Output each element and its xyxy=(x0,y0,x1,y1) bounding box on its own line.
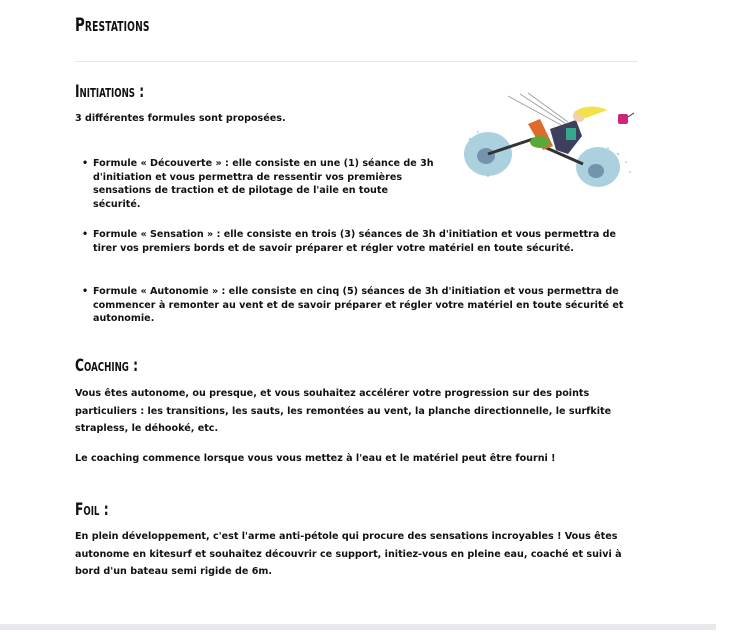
initiations-formula-list-2 xyxy=(82,228,638,255)
bullet-icon: • xyxy=(82,229,89,240)
formula-sensation xyxy=(82,228,638,255)
coaching-heading: Coaching : xyxy=(75,356,139,376)
formula-text: Formule « Sensation » : elle consiste en trois (3) séances de 3h d'initiation et vous permettra de tirer vos premiers bords et de savoir préparer et régler votre matériel en toute sécurité. xyxy=(93,229,617,254)
formula-text: Formule « Autonomie » : elle consiste en cinq (5) séances de 3h d'initiation et vous permettra de commencer à remonter au vent et de savoir préparer et régler votre matériel en toute sécurité et autonomie. xyxy=(93,286,624,324)
initiations-intro: 3 différentes formules sont proposées. xyxy=(75,113,286,124)
initiations-formula-list xyxy=(82,157,638,211)
bottom-separator-bar xyxy=(0,624,716,630)
title-divider xyxy=(75,61,638,62)
page-title: Prestations xyxy=(75,14,150,36)
coaching-paragraph: Vous êtes autonome, ou presque, et vous souhaitez accélérer votre progression sur des points particuliers : les transitions, les sauts, les remontées au vent, la planche directionnelle, le surfkite strapless, le déhooké, etc. xyxy=(75,388,612,434)
coaching-note: Le coaching commence lorsque vous vous mettez à l'eau et le matériel peut être fourni ! xyxy=(75,453,556,464)
foil-paragraph: En plein développement, c'est l'arme anti-pétole qui procure des sensations incroyables ! Vous êtes autonome en kitesurf et souhaitez découvrir ce support, initiez-vous en pleine eau, coaché et suivi à bord d'un bateau semi rigide de 6m. xyxy=(75,531,622,577)
formula-autonomie xyxy=(82,285,638,326)
formula-text: Formule « Découverte » : elle consiste en une (1) séance de 3h d'initiation et vous permettra de ressentir vos premières sensations de traction et de pilotage de l'aile en toute sécurité. xyxy=(93,158,434,210)
formula-decouverte xyxy=(82,157,438,211)
initiations-heading: Initiations : xyxy=(75,82,145,102)
initiations-formula-list-3 xyxy=(82,285,638,326)
next-section-cutoff xyxy=(75,632,475,639)
bullet-icon: • xyxy=(82,286,89,297)
bullet-icon: • xyxy=(82,158,89,169)
foil-heading: Foil : xyxy=(75,500,109,520)
